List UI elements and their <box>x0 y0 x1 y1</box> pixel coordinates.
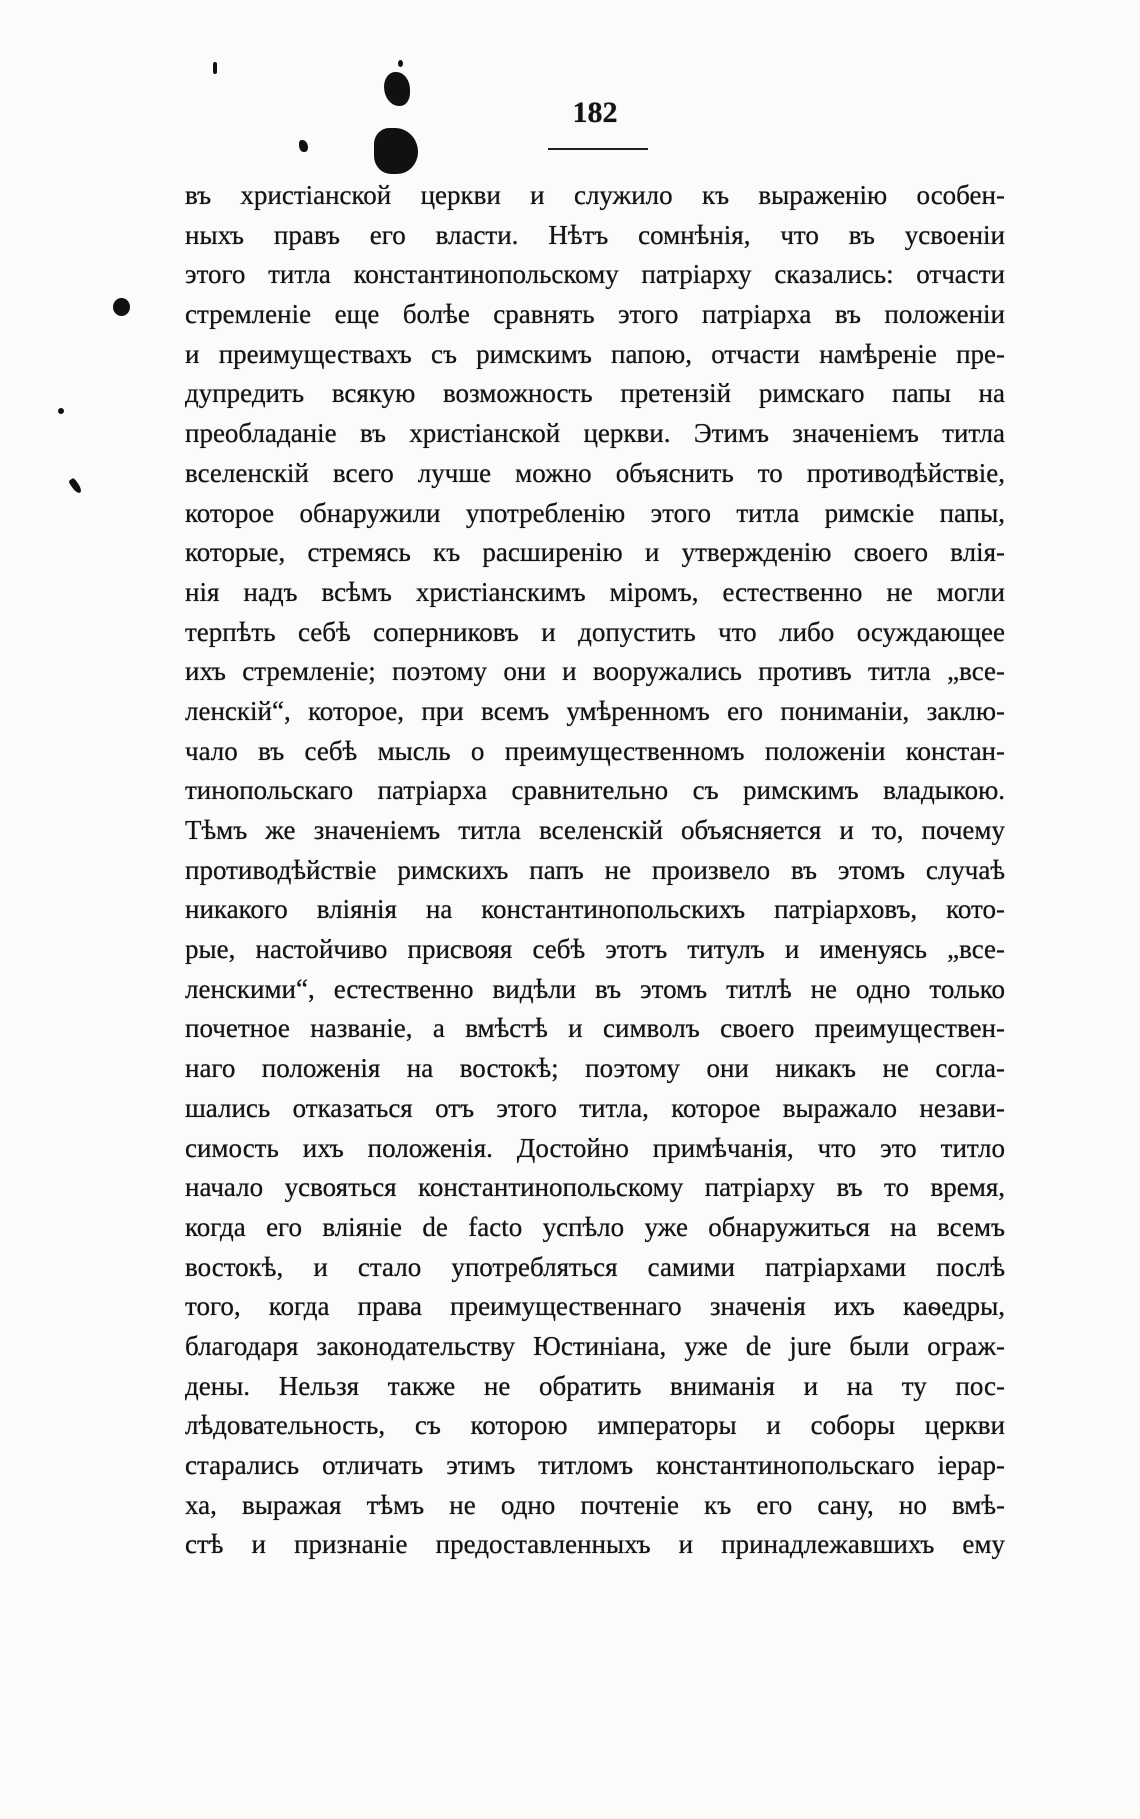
ink-blot <box>398 60 403 67</box>
text-line: нія надъ всѣмъ христіанскимъ міромъ, естественно не могли <box>185 576 1005 607</box>
text-line: рые, настойчиво присвояя себѣ этотъ титулъ и именуясь „все- <box>185 934 1005 965</box>
body-text <box>185 176 1005 1565</box>
text-line: вселенскій всего лучше можно объяснить то противодѣйствіе, <box>185 457 1005 488</box>
text-line: которые, стремясь къ расширенію и утвержденію своего влія- <box>185 537 1005 568</box>
text-line: противодѣйствіе римскихъ папъ не произвело въ этомъ случаѣ <box>185 854 1005 885</box>
text-line: въ христіанской церкви и служило къ выраженію особен- <box>185 180 1005 210</box>
text-line: и преимуществахъ съ римскимъ папою, отчасти намѣреніе пре- <box>185 338 1005 369</box>
text-line: востокѣ, и стало употребляться самими патріархами послѣ <box>185 1251 1005 1282</box>
text-line: почетное названіе, а вмѣстѣ и символъ своего преимуществен- <box>185 1013 1005 1044</box>
text-line: дупредить всякую возможность претензій римскаго папы на <box>185 378 1005 409</box>
text-line: старались отличать этимъ титломъ константинопольскаго іерар- <box>185 1450 1005 1480</box>
text-line: терпѣть себѣ соперниковъ и допустить что либо осуждающее <box>185 616 1005 647</box>
text-line: стремленіе еще болѣе сравнять этого патріарха въ положеніи <box>185 299 1005 330</box>
ink-blot <box>374 128 418 174</box>
text-line: ныхъ правъ его власти. Нѣтъ сомнѣнія, что въ усвоеніи <box>185 219 1005 250</box>
ink-blot <box>299 140 308 152</box>
text-line: этого титла константинопольскому патріарху сказались: отчасти <box>185 259 1005 290</box>
text-line: наго положенія на востокѣ; поэтому они никакъ не согла- <box>185 1053 1005 1084</box>
text-line: ха, выражая тѣмъ не одно почтеніе къ его сану, но вмѣ- <box>185 1489 1005 1520</box>
ink-blot <box>68 477 83 494</box>
text-line: ленскими“, естественно видѣли въ этомъ титлѣ не одно только <box>185 973 1005 1004</box>
text-line: начало усвояться константинопольскому патріарху въ то время, <box>185 1172 1005 1203</box>
text-line: дены. Нельзя также не обратить вниманія и на ту пос- <box>185 1370 1005 1401</box>
text-line: Тѣмъ же значеніемъ титла вселенскій объясняется и то, почему <box>185 815 1005 845</box>
ink-blot <box>213 62 217 74</box>
ink-blot <box>58 408 64 414</box>
ink-blot <box>113 298 130 316</box>
text-line: того, когда права преимущественнаго значенія ихъ каѳедры, <box>185 1291 1005 1322</box>
text-line: чало въ себѣ мысль о преимущественномъ положеніи констан- <box>185 735 1005 766</box>
text-line: когда его вліяніе de facto успѣло уже обнаружиться на всемъ <box>185 1211 1005 1242</box>
text-line: которое обнаружили употребленію этого титла римскіе папы, <box>185 497 1005 528</box>
text-line: ихъ стремленіе; поэтому они и вооружались противъ титла „все- <box>185 656 1005 687</box>
text-line: тинопольскаго патріарха сравнительно съ римскимъ владыкою. <box>185 775 1005 806</box>
text-line: никакого вліянія на константинопольскихъ патріарховъ, кото- <box>185 894 1005 925</box>
text-line: стѣ и признаніе предоставленныхъ и принадлежавшихъ ему <box>185 1529 1005 1560</box>
text-line: благодаря законодательству Юстиніана, уже de jure были ограж- <box>185 1330 1005 1361</box>
text-line: шались отказаться отъ этого титла, которое выражало незави- <box>185 1092 1005 1123</box>
text-line: преобладаніе въ христіанской церкви. Этимъ значеніемъ титла <box>185 418 1005 449</box>
text-line: ленскій“, которое, при всемъ умѣренномъ его пониманіи, заклю- <box>185 695 1005 726</box>
text-line: симость ихъ положенія. Достойно примѣчанія, что это титло <box>185 1132 1005 1163</box>
page-number: 182 <box>572 96 618 129</box>
text-line: лѣдовательность, съ которою императоры и соборы церкви <box>185 1410 1005 1441</box>
ink-blot <box>384 72 410 106</box>
page-number-rule <box>548 148 648 150</box>
